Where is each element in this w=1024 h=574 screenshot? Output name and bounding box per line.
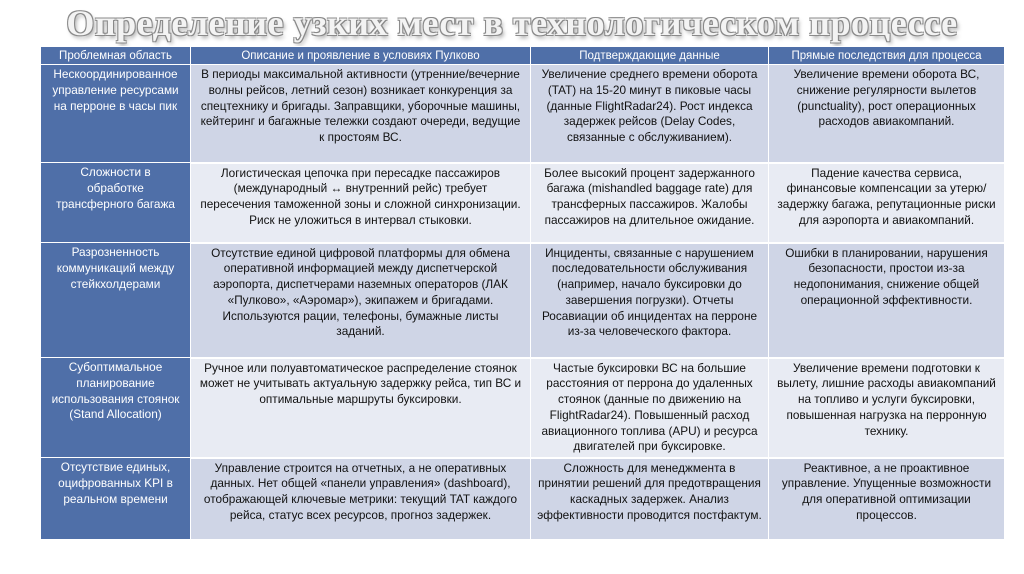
table-row	[41, 163, 1005, 243]
evidence-cell: Частые буксировки ВС на большие расстояния от перрона до удаленных стоянок (данные по движению на FlightRadar24). Повышенный расход авиационного топлива (APU) и ресурса двигателей при буксировке.	[531, 358, 769, 458]
problem-area-cell: Субоптимальное планирование использования стоянок (Stand Allocation)	[41, 358, 191, 458]
problem-area-cell: Разрозненность коммуникаций между стейкхолдерами	[41, 243, 191, 358]
description-cell: Логистическая цепочка при пересадке пассажиров (международный ↔ внутренний рейс) требует пересечения таможенной зоны и сложной синхронизации. Риск не уложиться в интервал стыковки.	[191, 163, 531, 243]
description-cell: В периоды максимальной активности (утренние/вечерние волны рейсов, летний сезон) возникает конкуренция за спецтехнику и бригады. Заправщики, уборочные машины, кейтеринг и багажные тележки создают очереди, ведущие к простоям ВС.	[191, 65, 531, 163]
evidence-cell: Более высокий процент задержанного багажа (mishandled baggage rate) для трансферных пассажиров. Жалобы пассажиров на длительное ожидание.	[531, 163, 769, 243]
header-evidence: Подтверждающие данные	[531, 47, 769, 65]
problem-area-cell: Нескоординированное управление ресурсами на перроне в часы пик	[41, 65, 191, 163]
evidence-cell: Инциденты, связанные с нарушением последовательности обслуживания (например, начало буксировки до завершения погрузки). Отчеты Росавиации об инцидентах на перроне из-за человеческого фактора.	[531, 243, 769, 358]
consequences-cell: Реактивное, а не проактивное управление. Упущенные возможности для оперативной оптимизации процессов.	[769, 458, 1005, 540]
problem-area-cell: Отсутствие единых, оцифрованных KPI в реальном времени	[41, 458, 191, 540]
table-row	[41, 65, 1005, 163]
description-cell: Управление строится на отчетных, а не оперативных данных. Нет общей «панели управления» (dashboard), отображающей ключевые метрики: текущий TAT каждого рейса, статус всех ресурсов, прогноз задержек.	[191, 458, 531, 540]
header-problem-area: Проблемная область	[41, 47, 191, 65]
description-cell: Отсутствие единой цифровой платформы для обмена оперативной информацией между диспетчерской аэропорта, диспетчерами наземных операторов (ЛАК «Пулково», «Аэромар»), экипажем и бригадами. Используются рации, телефоны, бумажные листы заданий.	[191, 243, 531, 358]
consequences-cell: Увеличение времени подготовки к вылету, лишние расходы авиакомпаний на топливо и услуги буксировки, повышенная нагрузка на перронную технику.	[769, 358, 1005, 458]
problem-area-cell: Сложности в обработке трансферного багажа	[41, 163, 191, 243]
bottlenecks-table	[40, 46, 1005, 541]
consequences-cell: Падение качества сервиса, финансовые компенсации за утерю/задержку багажа, репутационные риски для аэропорта и авиакомпаний.	[769, 163, 1005, 243]
evidence-cell: Сложность для менеджмента в принятии решений для предотвращения каскадных задержек. Анализ эффективности проводится постфактум.	[531, 458, 769, 540]
table-row	[41, 243, 1005, 358]
header-consequences: Прямые последствия для процесса	[769, 47, 1005, 65]
table-header-row	[41, 47, 1005, 65]
header-description: Описание и проявление в условиях Пулково	[191, 47, 531, 65]
consequences-cell: Ошибки в планировании, нарушения безопасности, простои из-за недопонимания, снижение общей операционной эффективности.	[769, 243, 1005, 358]
consequences-cell: Увеличение времени оборота ВС, снижение регулярности вылетов (punctuality), рост операционных расходов авиакомпаний.	[769, 65, 1005, 163]
evidence-cell: Увеличение среднего времени оборота (TAT) на 15-20 минут в пиковые часы (данные FlightRadar24). Рост индекса задержек рейсов (Delay Codes, связанные с обслуживанием).	[531, 65, 769, 163]
description-cell: Ручное или полуавтоматическое распределение стоянок может не учитывать актуальную задержку рейса, тип ВС и оптимальные маршруты буксировки.	[191, 358, 531, 458]
table-row	[41, 458, 1005, 540]
page-title: Определение узких мест в технологическом процессе	[66, 3, 958, 43]
table-row	[41, 358, 1005, 458]
